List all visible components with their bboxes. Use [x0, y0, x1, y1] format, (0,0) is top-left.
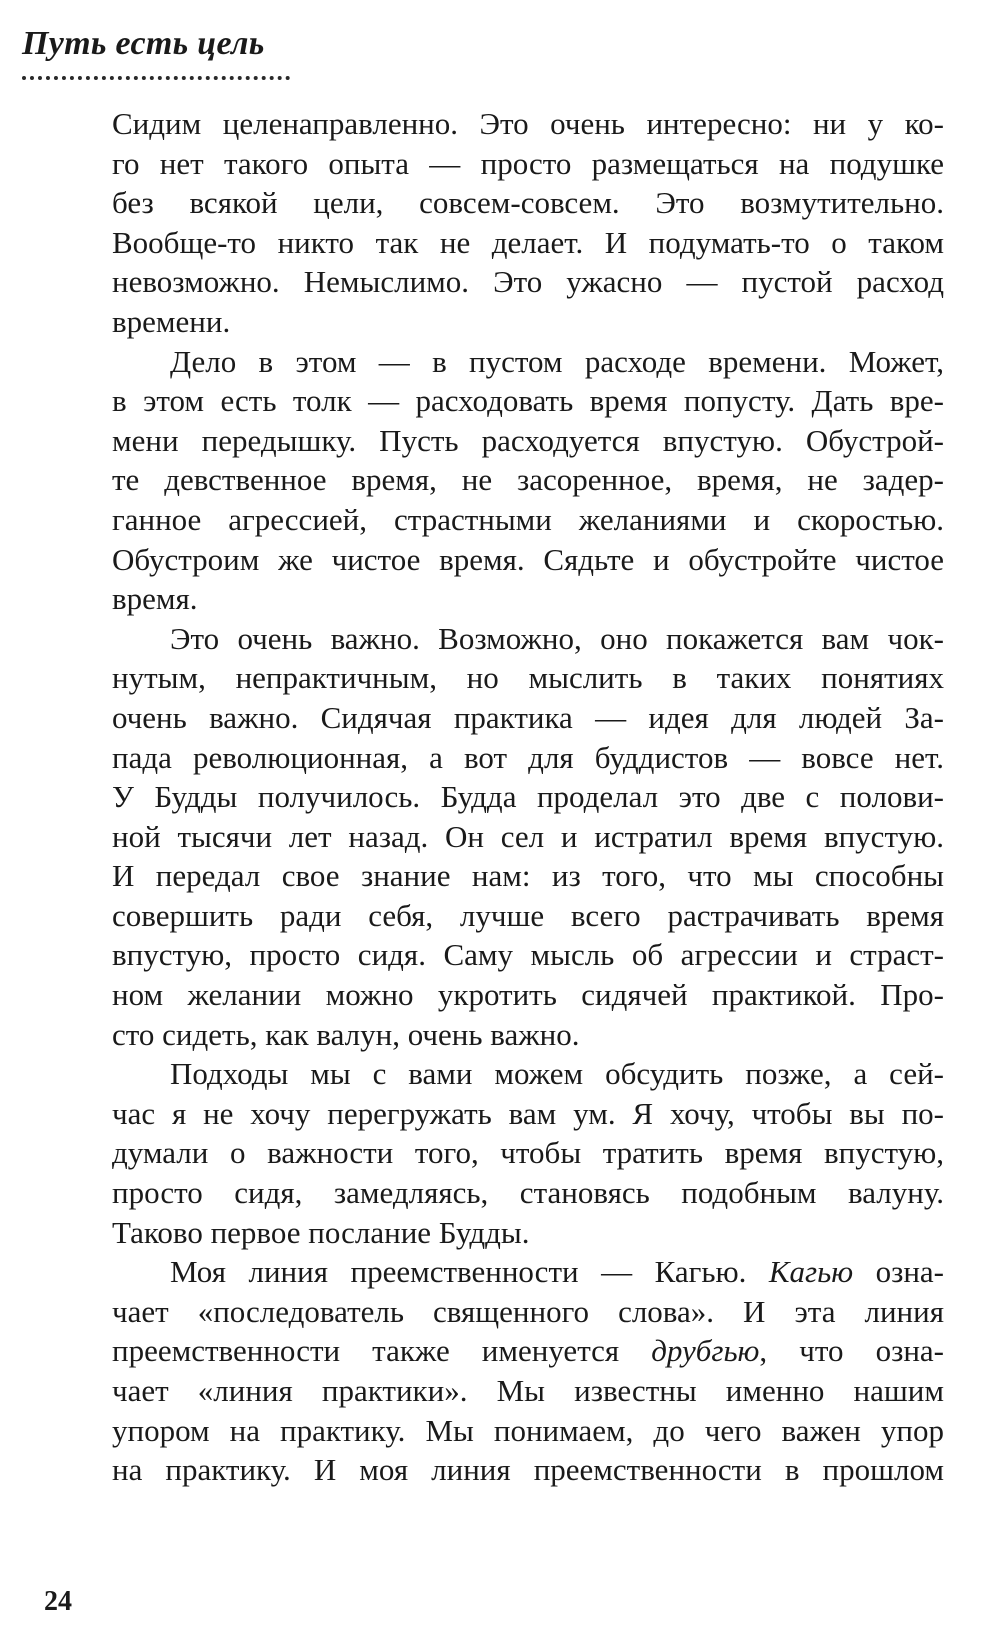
text-line: в этом есть толк — расходовать время попусту. Дать вре- — [112, 383, 944, 419]
running-head: Путь есть цель — [22, 25, 265, 62]
dotted-rule — [22, 76, 290, 80]
text-line: думали о важности того, чтобы тратить время впустую, — [112, 1135, 944, 1171]
text-line: мени передышку. Пусть расходуется впустую. Обустрой- — [112, 422, 944, 458]
text-line: И передал свое знание нам: из того, что мы способны — [112, 858, 944, 894]
text-line: времени. — [112, 303, 231, 339]
text-line: Таково первое послание Будды. — [112, 1214, 530, 1250]
paragraph — [112, 619, 944, 1055]
text-line: Дело в этом — в пустом расходе времени. Может, — [170, 343, 944, 379]
text-line: У Будды получилось. Будда проделал это две с полови- — [112, 779, 944, 815]
text-line: пада революционная, а вот для буддистов — вовсе нет. — [112, 739, 944, 775]
text-line: Подходы мы с вами можем обсудить позже, а сей- — [170, 1056, 944, 1092]
paragraph — [112, 342, 944, 619]
text-line: невозможно. Немыслимо. Это ужасно — пустой расход — [112, 264, 944, 300]
text-line: ном желании можно укротить сидячей практикой. Про- — [112, 977, 944, 1013]
text-line: час я не хочу перегружать вам ум. Я хочу, чтобы вы по- — [112, 1095, 944, 1131]
text-line: очень важно. Сидячая практика — идея для людей За- — [112, 699, 944, 735]
paragraph — [112, 1054, 944, 1252]
text-line: на практику. И моя линия преемственности в прошлом — [112, 1452, 944, 1488]
text-line: сто сидеть, как валун, очень важно. — [112, 1016, 580, 1052]
text-line: Вообще-то никто так не делает. И подумать-то о таком — [112, 224, 944, 260]
paragraph — [112, 104, 944, 342]
text-line: Обустроим же чистое время. Сядьте и обустройте чистое — [112, 541, 944, 577]
text-line: просто сидя, замедляясь, становясь подобным валуну. — [112, 1175, 944, 1211]
text-line: чает «последователь священного слова». И эта линия — [112, 1293, 944, 1329]
text-line: чает «линия практики». Мы известны именно нашим — [112, 1373, 944, 1408]
text-line: те девственное время, не засоренное, время, не задер- — [112, 462, 944, 498]
text-line: ной тысячи лет назад. Он сел и истратил время впустую. — [112, 818, 944, 854]
text-line: совершить ради себя, лучше всего растрачивать время — [112, 897, 944, 933]
text-line: впустую, просто сидя. Саму мысль об агрессии и страст- — [112, 937, 944, 973]
text-line: го нет такого опыта — просто размещаться на подушке — [112, 145, 944, 181]
text-line: Это очень важно. Возможно, оно покажется вам чок- — [170, 620, 944, 656]
page-number: 24 — [44, 1586, 72, 1617]
text-line: ганное агрессией, страстными желаниями и скоростью. — [112, 501, 944, 537]
text-line: упором на практику. Мы понимаем, до чего важен упор — [112, 1412, 944, 1448]
text-line: без всякой цели, совсем-совсем. Это возмутительно. — [112, 185, 944, 221]
body-text — [112, 104, 944, 1490]
text-line: нутым, непрактичным, но мыслить в таких понятиях — [112, 660, 944, 696]
text-line: Моя линия преемственности — Кагью. Кагью озна- — [170, 1254, 945, 1290]
text-line: Сидим целенаправленно. Это очень интересно: ни у ко- — [112, 106, 944, 141]
text-line: время. — [112, 581, 198, 617]
text-line: преемственности также именуется друбгью, что озна- — [112, 1333, 944, 1369]
paragraph — [112, 1252, 944, 1490]
